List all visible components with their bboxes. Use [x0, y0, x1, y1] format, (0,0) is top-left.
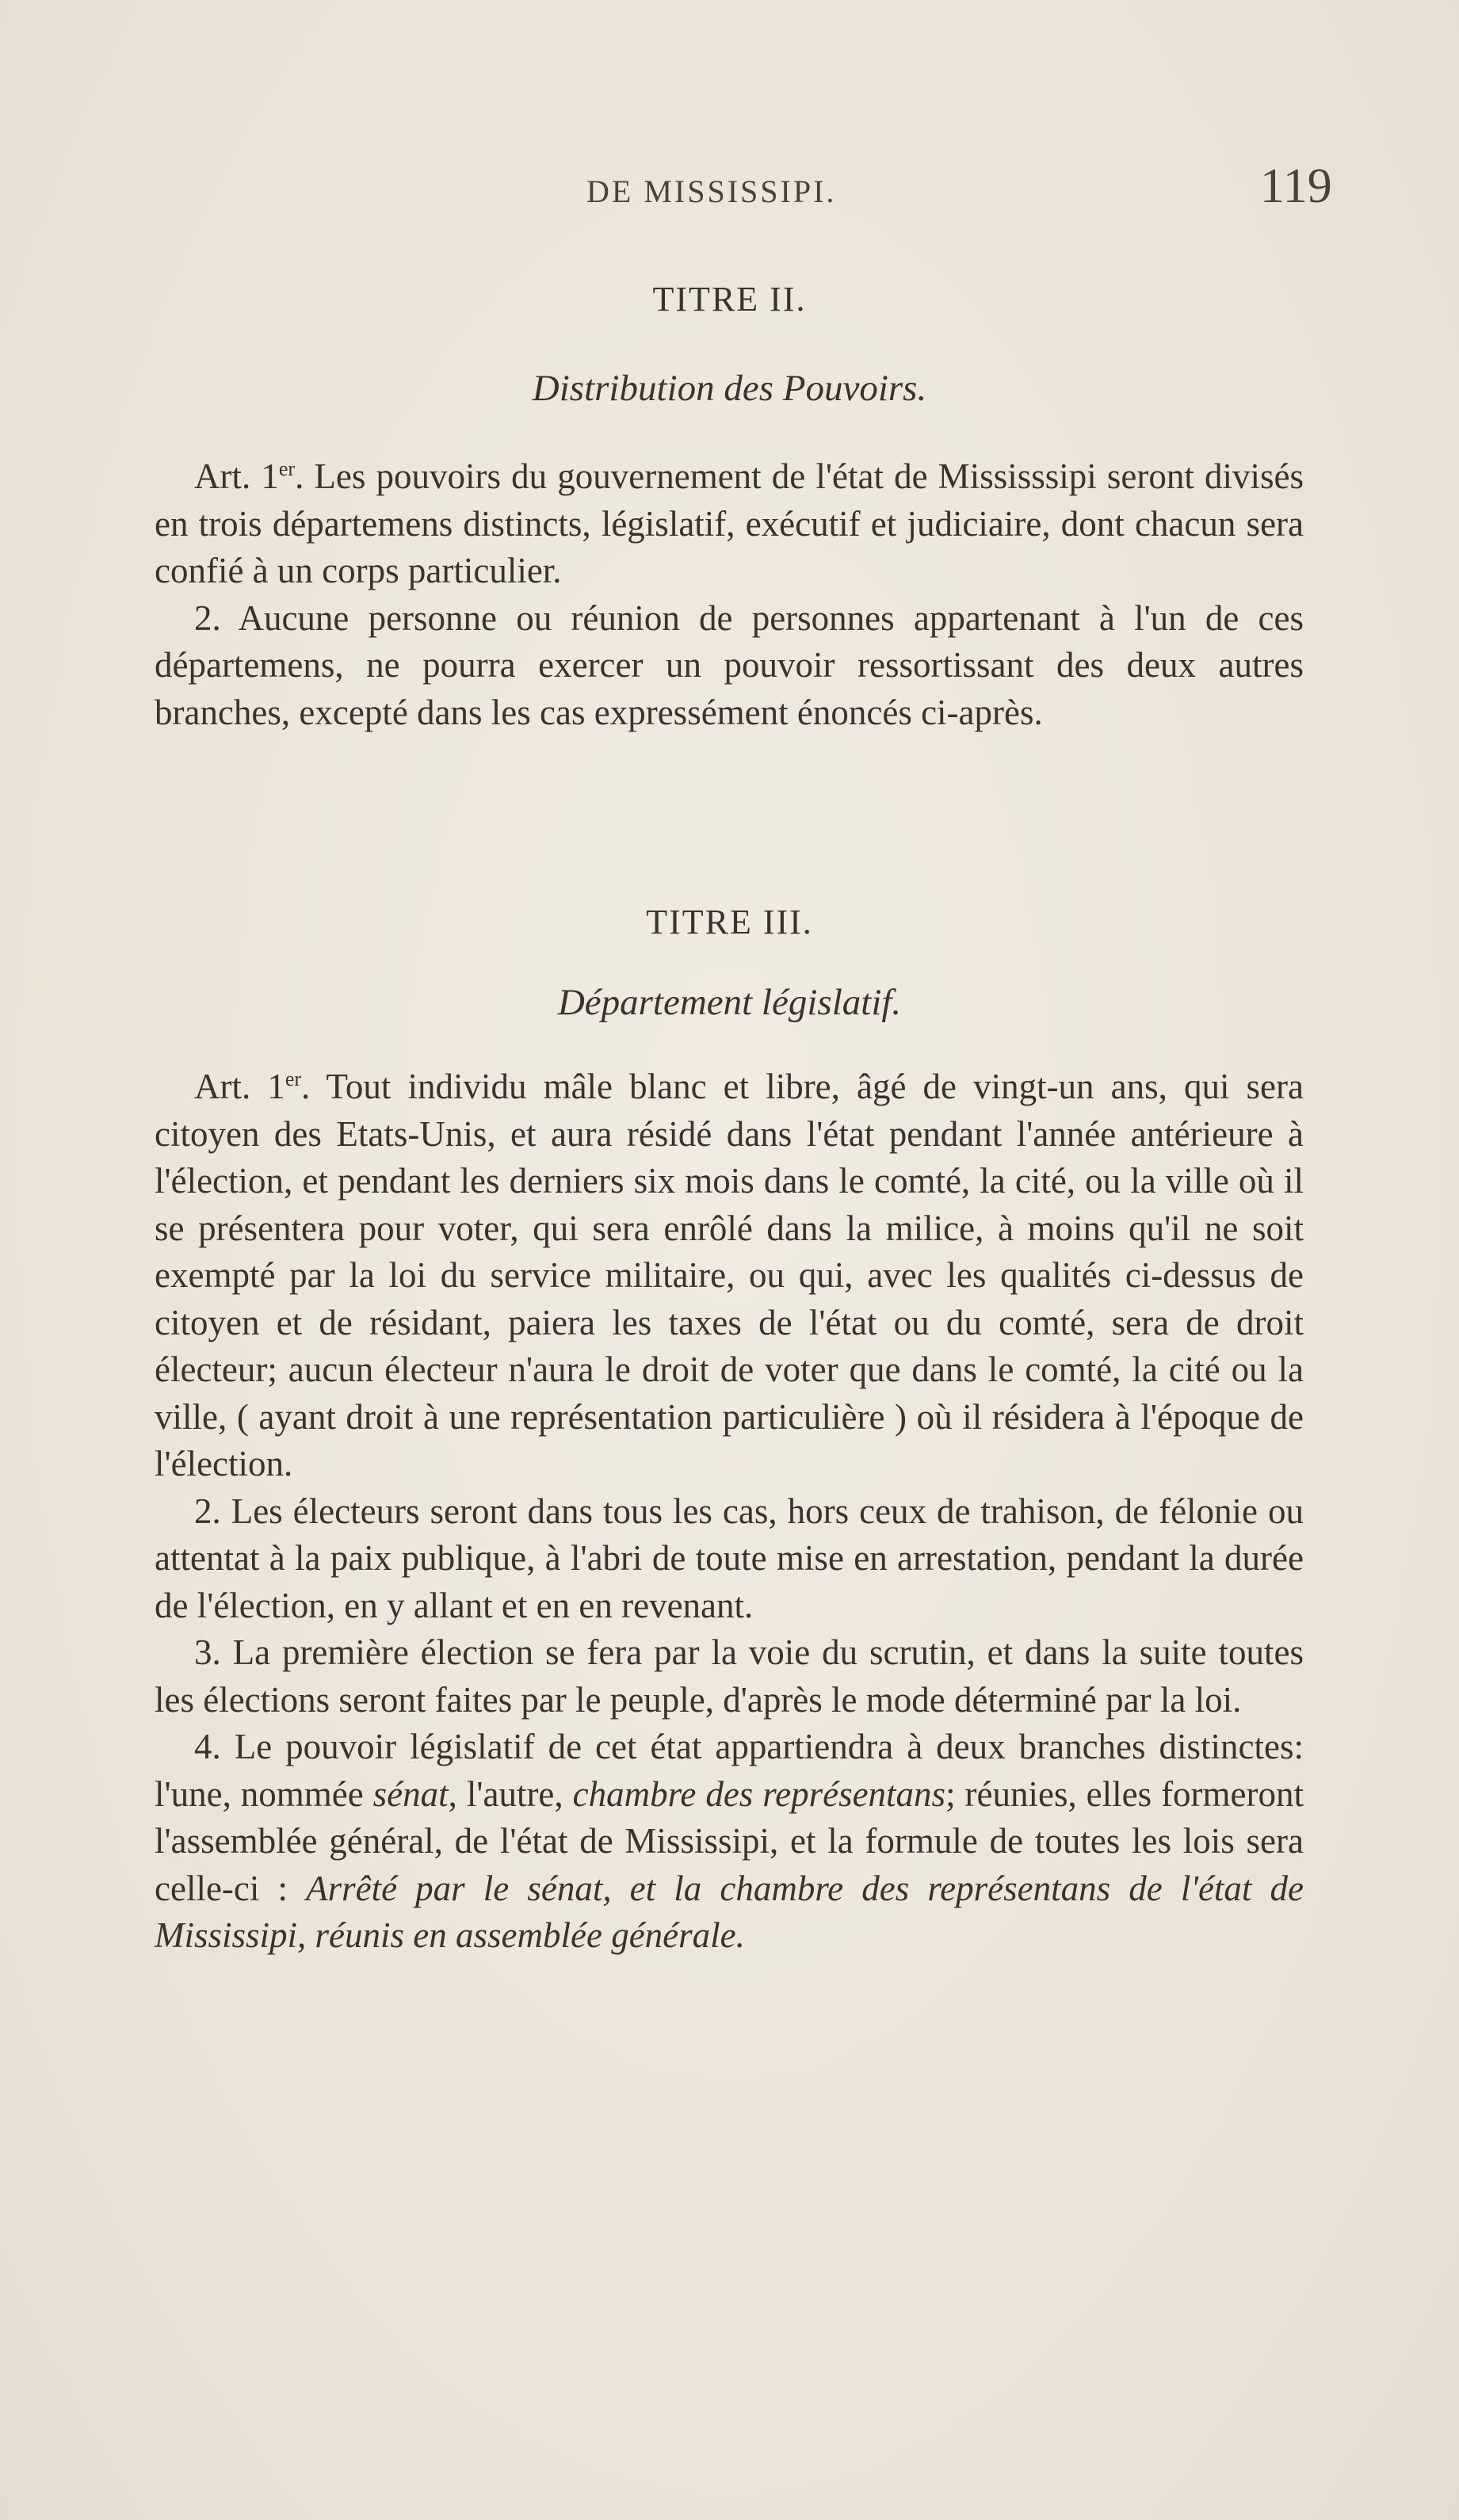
- titre-iii-article-2: 2. Les électeurs seront dans tous les cas, hors ceux de trahison, de félonie ou attentat à la paix publique, à l'abri de toute mise en arrestation, pendant la durée de l'élection, en y allant et en en revenant.: [155, 1491, 1304, 1625]
- titre-iii-body: [155, 1063, 1304, 1960]
- article-4-senat: sénat: [372, 1774, 449, 1814]
- article-4-formula: Arrêté par le sénat, et la chambre des représentans de l'état de Mississipi, réunis en assemblée générale.: [155, 1868, 1304, 1955]
- page-number: 119: [1260, 159, 1332, 213]
- article-1-text: . Les pouvoirs du gouvernement de l'état de Mississsipi seront divisés en trois départemens distincts, législatif, exécutif et judiciaire, dont chacun sera confié à un corps particulier.: [155, 456, 1304, 590]
- article-1-prefix: Art. 1: [194, 456, 279, 496]
- article-4-text-b: , l'autre,: [448, 1774, 573, 1814]
- titre-iii-article-4: [155, 1724, 1304, 1960]
- article-1-sup: er: [278, 457, 296, 480]
- article-4-text-c: ; réunies, elles formeront l'assemblée général, de l'état de Mississipi, et la formule de toutes les lois sera celle-ci :: [155, 1774, 1304, 1908]
- titre-ii-article-2: 2. Aucune personne ou réunion de personnes appartenant à l'un de ces départemens, ne pourra exercer un pouvoir ressortissant des deux autres branches, excepté dans les cas expressément énoncés ci-après.: [155, 598, 1304, 732]
- article-4-text-a: 4. Le pouvoir législatif de cet état appartiendra à deux branches distinctes: l'une, nommée: [155, 1727, 1304, 1814]
- article-1-prefix: Art. 1: [194, 1067, 285, 1106]
- titre-ii-heading: TITRE II.: [652, 280, 807, 319]
- article-4-chambre: chambre des représentans: [572, 1774, 946, 1814]
- running-head: DE MISSISSIPI.: [586, 174, 837, 209]
- article-1-text: . Tout individu mâle blanc et libre, âgé de vingt-un ans, qui sera citoyen des Etats-Unis, et aura résidé dans l'état pendant l'année antérieure à l'élection, et pendant les derniers six mois dans le comté, la cité, ou la ville où il se présentera pour voter, qui sera enrôlé dans la milice, à moins qu'il ne soit exempté par la loi du service militaire, ou qui, avec les qualités ci-dessus de citoyen et de résidant, paiera les taxes de l'état ou du comté, sera de droit électeur; aucun électeur n'aura le droit de voter que dans le comté, la cité ou la ville, ( ayant droit à une représentation particulière ) où il résidera à l'époque de l'élection.: [155, 1067, 1304, 1483]
- titre-iii-heading: TITRE III.: [646, 903, 813, 941]
- titre-iii-article-1: [155, 1063, 1304, 1488]
- article-1-sup: er: [285, 1067, 302, 1090]
- titre-iii-article-3: 3. La première élection se fera par la voie du scrutin, et dans la suite toutes les élections seront faites par le peuple, d'après le mode déterminé par la loi.: [155, 1632, 1304, 1720]
- titre-ii-body: [155, 453, 1304, 736]
- titre-ii-subheading: Distribution des Pouvoirs.: [532, 368, 927, 409]
- titre-iii-subheading: Département législatif.: [557, 982, 902, 1023]
- titre-ii-article-1: [155, 453, 1304, 595]
